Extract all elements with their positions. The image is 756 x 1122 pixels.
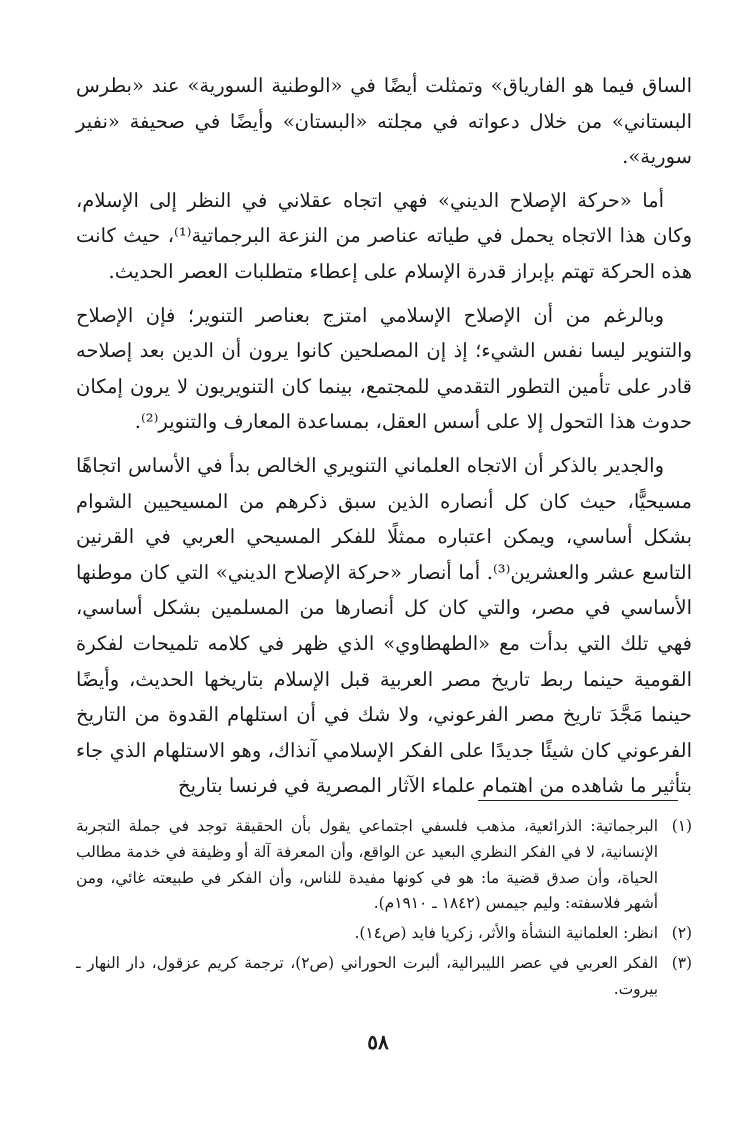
footnote-1 — [76, 814, 692, 917]
footnotes — [76, 814, 692, 1007]
footnote-number: (١) — [671, 817, 692, 835]
footnote-2 — [76, 921, 692, 947]
footnote-3 — [76, 951, 692, 1003]
paragraph-religious-reform: أما «حركة الإصلاح الديني» فهي اتجاه عقلاني في النظر إلى الإسلام، وكان هذا الاتجاه يحمل في طياته عناصر من النزعة البرجماتية⁽¹⁾، حيث كانت هذه الحركة تهتم بإبراز قدرة الإسلام على إعطاء متطلبات العصر الحديث. — [76, 188, 692, 283]
paragraph-continuation: الساق فيما هو الفارياق» وتمثلت أيضًا في «الوطنية السورية» عند «بطرس البستاني» من خلال دعواته في مجلته «البستان» وأيضًا في صحيفة «نفير سورية». — [76, 74, 692, 169]
footnote-text: الفكر العربي في عصر الليبرالية، ألبرت الحوراني (ص٢)، ترجمة كريم عزقول، دار النهار ـ بيروت. — [76, 953, 659, 998]
paragraph-secular-trend: والجدير بالذكر أن الاتجاه العلماني التنويري الخالص بدأ في الأساس اتجاهًا مسيحيًّا، حيث كان كل أنصاره الذين سبق ذكرهم من المسيحيين الشوام بشكل أساسي، ويمكن اعتباره ممثلًا للفكر المسيحي العربي في القرنين التاسع عشر والعشرين⁽³⁾. أما أنصار «حركة الإصلاح الديني» التي كان موطنها الأساسي في مصر، والتي كان كل أنصارها من المسلمين بشكل أساسي، فهي تلك التي بدأت مع «الطهطاوي» الذي ظهر في كلامه تلميحات لفكرة القومية حينما ربط تاريخ مصر العربية قبل الإسلام بتاريخها الحديث، وأيضًا حينما مَجَّدَ تاريخ مصر الفرعوني، ولا شك في أن استلهام القدوة من التاريخ الفرعوني كان شيئًا جديدًا على الفكر الإسلامي آنذاك، وهو الاستلهام الذي جاء بتأثير ما شاهده من اهتمام علماء الآثار المصرية في فرنسا بتاريخ — [76, 453, 692, 798]
footnote-text: انظر: العلمانية النشأة والأثر، زكريا فايد (ص١٤). — [354, 924, 658, 943]
footnote-text: البرجماتية: الذرائعية، مذهب فلسفي اجتماعي يقول بأن الحقيقة توجد في جملة التجربة الإنسانية، لا في الفكر النظري البعيد عن الواقع، وأن المعرفة آلة أو وظيفة في خدمة مطالب الحياة، وأن صدق قضية ما: هو في كونها مفيدة للناس، وأن الفكر في طبيعته غائي، ومن أشهر فلاسفته: وليم جيمس (١٨٤٢ ـ ١٩١٠م). — [76, 817, 658, 913]
page-number: ٥٨ — [367, 1030, 389, 1054]
footnote-number: (٣) — [671, 953, 692, 972]
footnote-separator — [478, 800, 678, 801]
paragraph-reform-vs-enlightenment: وبالرغم من أن الإصلاح الإسلامي امتزج بعناصر التنوير؛ فإن الإصلاح والتنوير ليسا نفس الشيء؛ إذ إن المصلحين كانوا يرون أن الدين بعد إصلاحه قادر على تأمين التطور التقدمي للمجتمع، بينما كان التنويريون لا يرون إمكان حدوث هذا التحول إلا على أسس العقل، بمساعدة المعارف والتنوير⁽²⁾. — [76, 303, 692, 434]
main-text — [76, 68, 692, 812]
footnote-number: (٢) — [671, 924, 692, 943]
